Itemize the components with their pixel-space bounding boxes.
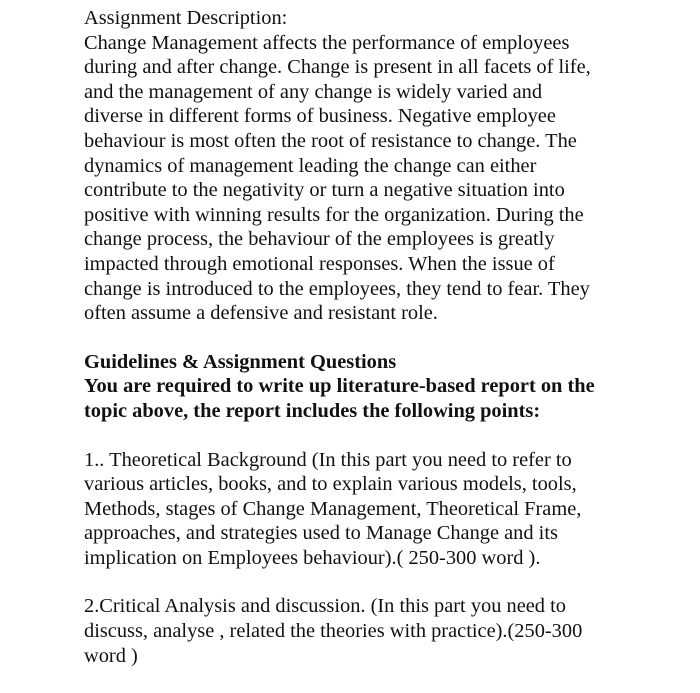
point-1-line: 1.. Theoretical Background (In this part you need to refer to	[84, 448, 572, 471]
description-line: and the management of any change is widely varied and	[84, 80, 543, 103]
document-page	[84, 6, 684, 668]
description-line: change process, the behaviour of the employees is greatly	[84, 228, 555, 251]
description-line: impacted through emotional responses. When the issue of	[84, 252, 555, 275]
description-line: often assume a defensive and resistant role.	[84, 302, 438, 325]
point-2-line: word )	[84, 644, 138, 667]
guidelines-line: You are required to write up literature-based report on the	[84, 375, 595, 398]
description-line: dynamics of management leading the change can either	[84, 154, 537, 177]
point-1-section	[84, 448, 684, 571]
description-line: change is introduced to the employees, they tend to fear. They	[84, 277, 590, 300]
description-line: contribute to the negativity or turn a negative situation into	[84, 179, 565, 202]
point-2-line: 2.Critical Analysis and discussion. (In this part you need to	[84, 595, 566, 618]
point-1-line: various articles, books, and to explain various models, tools,	[84, 473, 577, 496]
guidelines-heading: Guidelines & Assignment Questions	[84, 350, 397, 373]
point-2-section	[84, 594, 684, 668]
assignment-description-heading: Assignment Description:	[84, 7, 288, 29]
point-1-line: implication on Employees behaviour).( 250-300 word ).	[84, 546, 541, 569]
point-2-line: discuss, analyse , related the theories with practice).(250-300	[84, 620, 583, 643]
description-line: behaviour is most often the root of resistance to change. The	[84, 129, 577, 152]
point-1-line: Methods, stages of Change Management, Theoretical Frame,	[84, 497, 582, 520]
section-spacer	[84, 424, 684, 448]
description-line: positive with winning results for the organization. During the	[84, 203, 584, 226]
description-line: during and after change. Change is present in all facets of life,	[84, 56, 591, 79]
section-spacer	[84, 570, 684, 594]
description-line: diverse in different forms of business. Negative employee	[84, 105, 556, 128]
section-spacer	[84, 326, 684, 350]
guidelines-section	[84, 350, 684, 424]
guidelines-line: topic above, the report includes the following points:	[84, 399, 541, 422]
description-line: Change Management affects the performance of employees	[84, 31, 570, 54]
point-1-line: approaches, and strategies used to Manage Change and its	[84, 522, 558, 545]
assignment-description-section	[84, 6, 684, 326]
